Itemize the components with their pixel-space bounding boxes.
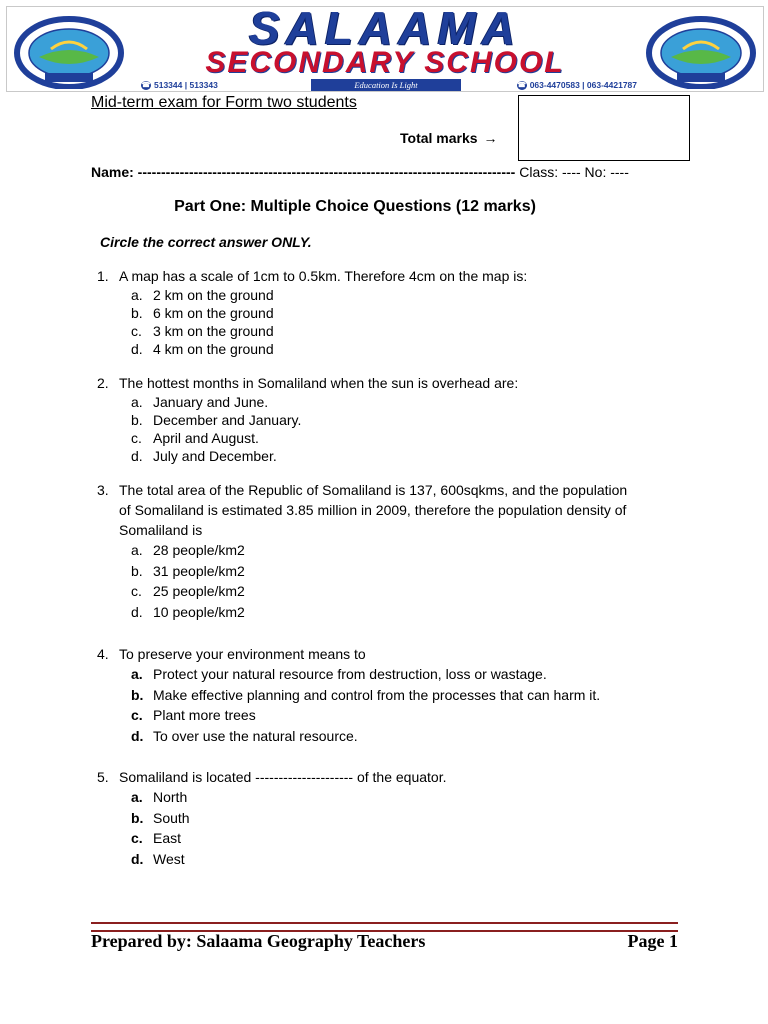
answer-option[interactable]: c. East [131, 830, 182, 846]
answer-option[interactable]: c. April and August. [131, 430, 259, 446]
arrow-right-icon: → [483, 130, 498, 146]
class-no-fields[interactable]: Class: ---- No: ---- [515, 164, 629, 180]
answer-option[interactable]: b. Make effective planning and control from the processes that can harm it. [131, 686, 601, 703]
question-2 [97, 373, 677, 465]
question-number: 2. [97, 375, 109, 391]
question-3 [97, 480, 677, 622]
answer-option[interactable]: a. January and June. [131, 394, 269, 410]
school-motto: Education Is Light [311, 79, 461, 91]
question-number: 1. [97, 268, 109, 284]
question-stem: 4. To preserve your environment means to [97, 646, 366, 662]
school-name: SALAAMA [249, 6, 521, 54]
name-blank[interactable]: --------------------------------------------------------------------------------- [133, 164, 516, 180]
answer-option[interactable]: b. South [131, 809, 190, 826]
footer-prepared-by: Prepared by: Salaama Geography Teachers [91, 931, 426, 951]
answer-option[interactable]: b. December and January. [131, 412, 302, 428]
answer-option[interactable]: d. 10 people/km2 [131, 603, 245, 620]
question-1 [97, 266, 677, 358]
question-number: 5. [97, 769, 109, 785]
name-label: Name: [91, 164, 134, 180]
phone-icon: ☎ [517, 82, 527, 90]
question-stem: 3. The total area of the Republic of Somaliland is 137, 600sqkms, and the population of Somaliland is estimated 3.85 million in 2009, therefore the population density of Somaliland is [97, 482, 628, 538]
question-stem: 5. Somaliland is located --------------------- of the equator. [97, 769, 447, 785]
exam-title: Mid-term exam for Form two students [91, 94, 357, 111]
question-5 [97, 767, 677, 869]
phone-left: ☎ 513344 | 513343 [141, 80, 218, 90]
answer-option[interactable]: c. Plant more trees [131, 707, 256, 723]
answer-option[interactable]: b. 6 km on the ground [131, 305, 274, 321]
answer-option[interactable]: d. West [131, 850, 185, 867]
footer-page-number: Page 1 [627, 931, 678, 951]
answer-option[interactable]: d. To over use the natural resource. [131, 727, 358, 744]
student-info-line [91, 164, 671, 180]
school-crest-logo [643, 13, 759, 89]
question-number: 3. [97, 482, 109, 498]
answer-option[interactable]: a. North [131, 789, 188, 805]
answer-option[interactable]: d. 4 km on the ground [131, 341, 274, 357]
school-crest-logo [11, 13, 127, 89]
answer-option[interactable]: d. July and December. [131, 448, 277, 464]
part-heading: Part One: Multiple Choice Questions (12 marks) [174, 198, 536, 215]
question-stem: 1. A map has a scale of 1cm to 0.5km. Therefore 4cm on the map is: [97, 268, 528, 284]
answer-option[interactable]: a. 28 people/km2 [131, 542, 245, 558]
answer-option[interactable]: c. 3 km on the ground [131, 323, 274, 339]
question-stem: 2. The hottest months in Somaliland when the sun is overhead are: [97, 375, 519, 391]
answer-option[interactable]: a. 2 km on the ground [131, 287, 274, 303]
question-number: 4. [97, 646, 109, 662]
school-banner [6, 6, 764, 92]
contact-bar [135, 79, 643, 91]
answer-option[interactable]: a. Protect your natural resource from destruction, loss or wastage. [131, 666, 547, 682]
phone-icon: ☎ [141, 82, 151, 90]
total-marks-box[interactable] [518, 95, 690, 161]
phone-right: ☎ 063-4470583 | 063-4421787 [517, 80, 637, 90]
answer-option[interactable]: b. 31 people/km2 [131, 562, 245, 579]
answer-option[interactable]: c. 25 people/km2 [131, 583, 245, 599]
instruction-text: Circle the correct answer ONLY. [100, 234, 312, 250]
total-marks-label: Total marks → [400, 130, 498, 146]
question-4 [97, 644, 677, 746]
school-subtitle: SECONDARY SCHOOL [205, 46, 565, 79]
